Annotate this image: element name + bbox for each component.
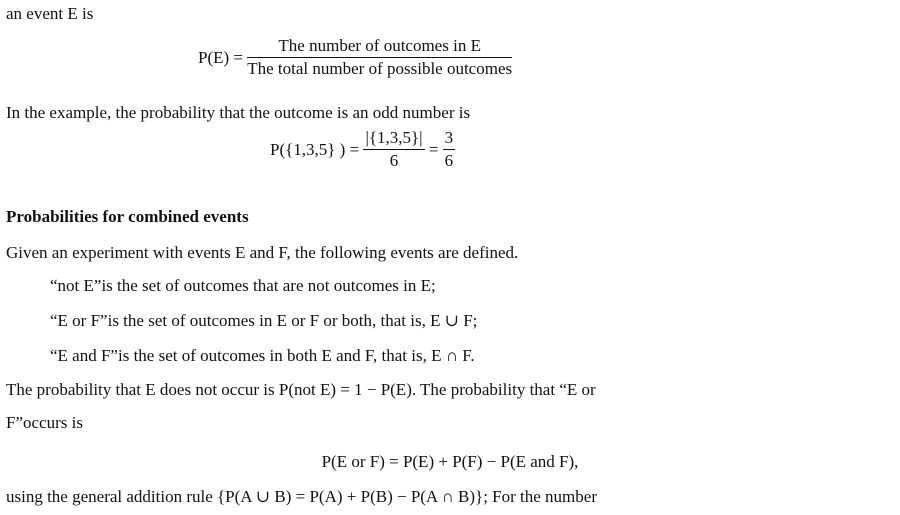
- formula-probability-definition: [198, 36, 512, 79]
- text-line-e-or-f: “E or F”is the set of outcomes in E or F or both, that is, E ∪ F;: [50, 311, 478, 330]
- fraction-denominator: 6: [444, 151, 454, 170]
- section-heading: Probabilities for combined events: [6, 207, 249, 226]
- fraction-denominator: 6: [389, 151, 399, 170]
- fraction-numerator: The number of outcomes in E: [247, 36, 512, 58]
- text-line-e-and-f: “E and F”is the set of outcomes in both E and F, that is, E ∩ F.: [50, 346, 475, 365]
- text-line-addition-rule: using the general addition rule {P(A ∪ B) = P(A) + P(B) − P(A ∩ B)}; For the number: [6, 487, 597, 506]
- text-line-example: In the example, the probability that the outcome is an odd number is: [6, 103, 471, 122]
- text-line-not-e: “not E”is the set of outcomes that are not outcomes in E;: [50, 276, 436, 295]
- text-line-event-intro: an event E is: [6, 4, 94, 23]
- text-line-definitions-intro: Given an experiment with events E and F, the following events are defined.: [6, 243, 519, 262]
- formula-lhs: P({1,3,5} ) =: [270, 139, 360, 159]
- formula-odd-number-probability: [270, 128, 455, 171]
- fraction-numerator: 3: [443, 128, 456, 150]
- fraction-numerator: |{1,3,5}|: [363, 128, 424, 150]
- formula-lhs: P(E) =: [198, 47, 243, 67]
- equals-sign: =: [428, 139, 439, 159]
- fraction: [363, 128, 424, 171]
- fraction: [247, 36, 512, 79]
- text-line-occurs: F”occurs is: [6, 413, 83, 432]
- fraction: [443, 128, 456, 171]
- formula-addition: P(E or F) = P(E) + P(F) − P(E and F),: [321, 452, 579, 471]
- fraction-denominator: The total number of possible outcomes: [247, 59, 513, 78]
- text-line-complement-rule: The probability that E does not occur is P(not E) = 1 − P(E). The probability that “E or: [6, 380, 596, 399]
